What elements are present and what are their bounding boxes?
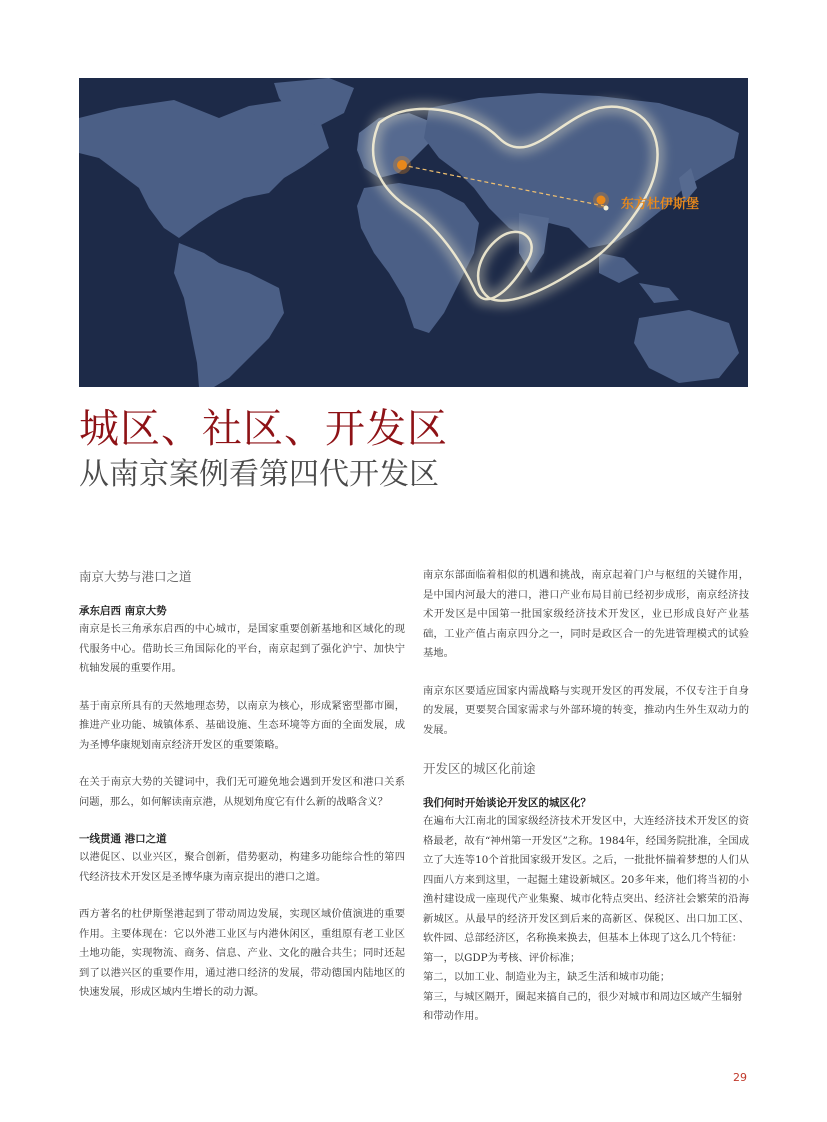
subheading-when-urbanization: 我们何时开始谈论开发区的城区化？ [423,797,591,809]
world-map-image [79,78,748,387]
page-title: 城区、社区、开发区 [79,406,448,452]
world-map-graphic [79,78,748,387]
subheading-nanjing-trend: 承东启西 南京大势 [79,605,167,617]
page-subtitle: 从南京案例看第四代开发区 [79,457,439,492]
list-item: 第一，以GDP为考核、评价标准； [423,951,581,964]
left-column [79,566,405,1003]
subheading-port-way: 一线贯通 港口之道 [79,833,167,845]
paragraph: 在关于南京大势的关键词中，我们无可避免地会遇到开发区和港口关系问题，那么，如何解读南京港，从规划角度它有什么新的战略含义？ [79,776,405,808]
paragraph: 南京是长三角承东启西的中心城市，是国家重要创新基地和区域化的现代服务中心。借助长三角国际化的平台，南京起到了强化沪宁、加快宁杭轴发展的重要作用。 [79,623,405,674]
list-item: 第三，与城区隔开，圈起来搞自己的，很少对城市和周边区域产生辐射和带动作用。 [423,990,743,1022]
marker-shanghai [604,206,609,211]
paragraph: 在遍布大江南北的国家级经济技术开发区中，大连经济技术开发区的资格最老，故有“神州第一开发区”之称。1984年，经国务院批准，全国成立了大连等10个首批国家级开发区。之后，一批批怀揣着梦想的人们从四面八方来到这里，一起掘土建设新城区。20多年来，他们将当初的小渔村建设成一座现代产业集聚、城市化特点突出、经济社会繁荣的沿海新城区。从最早的经济开发区到后来的高新区、保税区、出口加工区、软件园、总部经济区，名称换来换去，但基本上体现了这么几个特征： [423,815,749,944]
page-number: 29 [733,1071,747,1084]
paragraph: 西方著名的杜伊斯堡港起到了带动周边发展，实现区域价值演进的重要作用。主要体现在：它以外港工业区与内港休闲区，重组原有老工业区土地功能，实现物流、商务、信息、产业、文化的融合共生；同时还起到了以港兴区的重要作用，通过港口经济的发展，带动德国内陆地区的快速发展，形成区域内生增长的动力源。 [79,908,405,998]
list-item: 第二，以加工业、制造业为主，缺乏生活和城市功能； [423,971,671,983]
paragraph: 南京东区要适应国家内需战略与实现开发区的再发展，不仅专注于自身的发展，更要契合国家需求与外部环境的转变，推动内生外生双动力的发展。 [423,684,749,736]
right-column [423,566,749,1027]
map-label-east-duisburg: 东方杜伊斯堡 [621,197,700,212]
section-heading-nanjing: 南京大势与港口之道 [79,569,192,584]
section-heading-urbanization: 开发区的城区化前途 [423,761,536,776]
paragraph: 基于南京所具有的天然地理态势，以南京为核心，形成紧密型都市圈，推进产业功能、城镇体系、基础设施、生态环境等方面的全面发展，成为圣博华康规划南京经济开发区的重要策略。 [79,699,405,751]
paragraph: 南京东部面临着相似的机遇和挑战，南京起着门户与枢纽的关键作用，是中国内河最大的港口，港口产业布局目前已经初步成形，南京经济技术开发区是中国第一批国家级经济技术开发区，业已形成良好产业基础，工业产值占南京四分之一，同时是政区合一的先进管理模式的试验基地。 [423,569,749,659]
paragraph: 以港促区、以业兴区，聚合创新，借势驱动，构建多功能综合性的第四代经济技术开发区是圣博华康为南京提出的港口之道。 [79,851,405,883]
